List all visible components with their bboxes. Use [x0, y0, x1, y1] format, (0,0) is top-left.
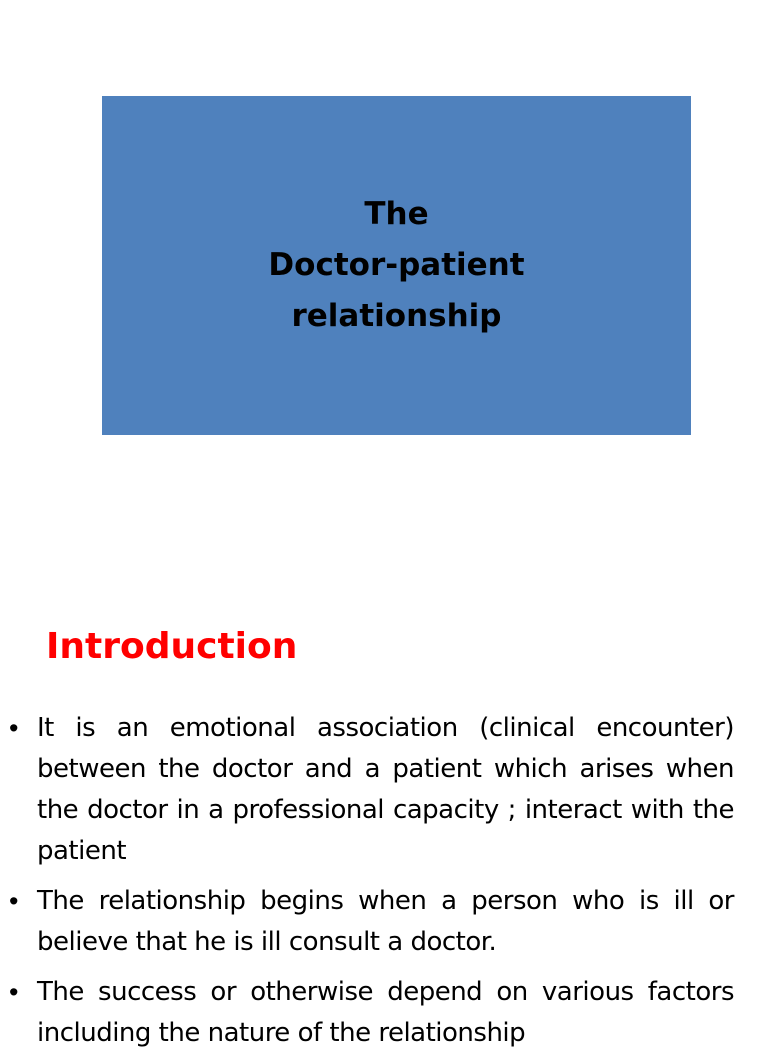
bullet-text: It is an emotional association (clinical encounter) between the doctor and a patient which arises when the doctor in a professional capacity ; interact with the patient — [37, 713, 734, 866]
bullet-list — [0, 708, 768, 1063]
bullet-item — [0, 881, 768, 963]
title-line-1: The — [364, 196, 429, 232]
bullet-marker: • — [9, 977, 19, 1007]
bullet-item — [0, 708, 768, 872]
title-box — [102, 96, 691, 435]
bullet-text: The success or otherwise depend on various factors including the nature of the relationship — [37, 977, 734, 1048]
bullet-marker: • — [9, 713, 19, 743]
title-line-3: relationship — [291, 298, 502, 334]
title-line-2: Doctor-patient — [268, 247, 525, 283]
section-heading: Introduction — [46, 626, 298, 667]
bullet-text: The relationship begins when a person who is ill or believe that he is ill consult a doctor. — [37, 886, 734, 957]
bullet-marker: • — [9, 886, 19, 916]
bullet-item — [0, 972, 768, 1054]
